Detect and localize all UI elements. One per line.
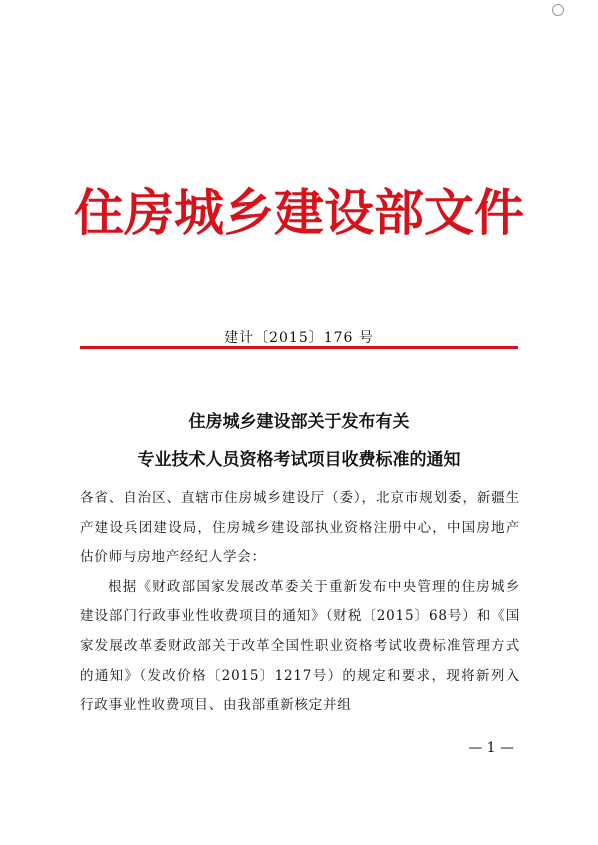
document-body: [80, 484, 520, 721]
red-divider-line: [80, 346, 518, 349]
notice-title-line-2: 专业技术人员资格考试项目收费标准的通知: [137, 450, 461, 470]
recipients-paragraph: 各省、自治区、直辖市住房城乡建设厅（委），北京市规划委，新疆生产建设兵团建设局，住房城乡建设部执业资格注册中心，中国房地产估价师与房地产经纪人学会：: [80, 490, 520, 566]
corner-circle-mark: [552, 4, 564, 16]
body-paragraph: 根据《财政部国家发展改革委关于重新发布中央管理的住房城乡建设部门行政事业性收费项目的通知》（财税〔2015〕68号）和《国家发展改革委财政部关于改革全国性职业资格考试收费标准管理方式的通知》（发改价格〔2015〕1217号）的规定和要求，现将新列入行政事业性收费项目、由我部重新核定并组: [80, 578, 520, 714]
page-number: — 1 —: [468, 740, 514, 756]
document-number: 建计〔2015〕176 号: [224, 330, 374, 346]
notice-title: [0, 403, 598, 479]
document-header: 住房城乡建设部文件: [74, 184, 524, 242]
notice-title-line-1: 住房城乡建设部关于发布有关: [188, 412, 410, 432]
